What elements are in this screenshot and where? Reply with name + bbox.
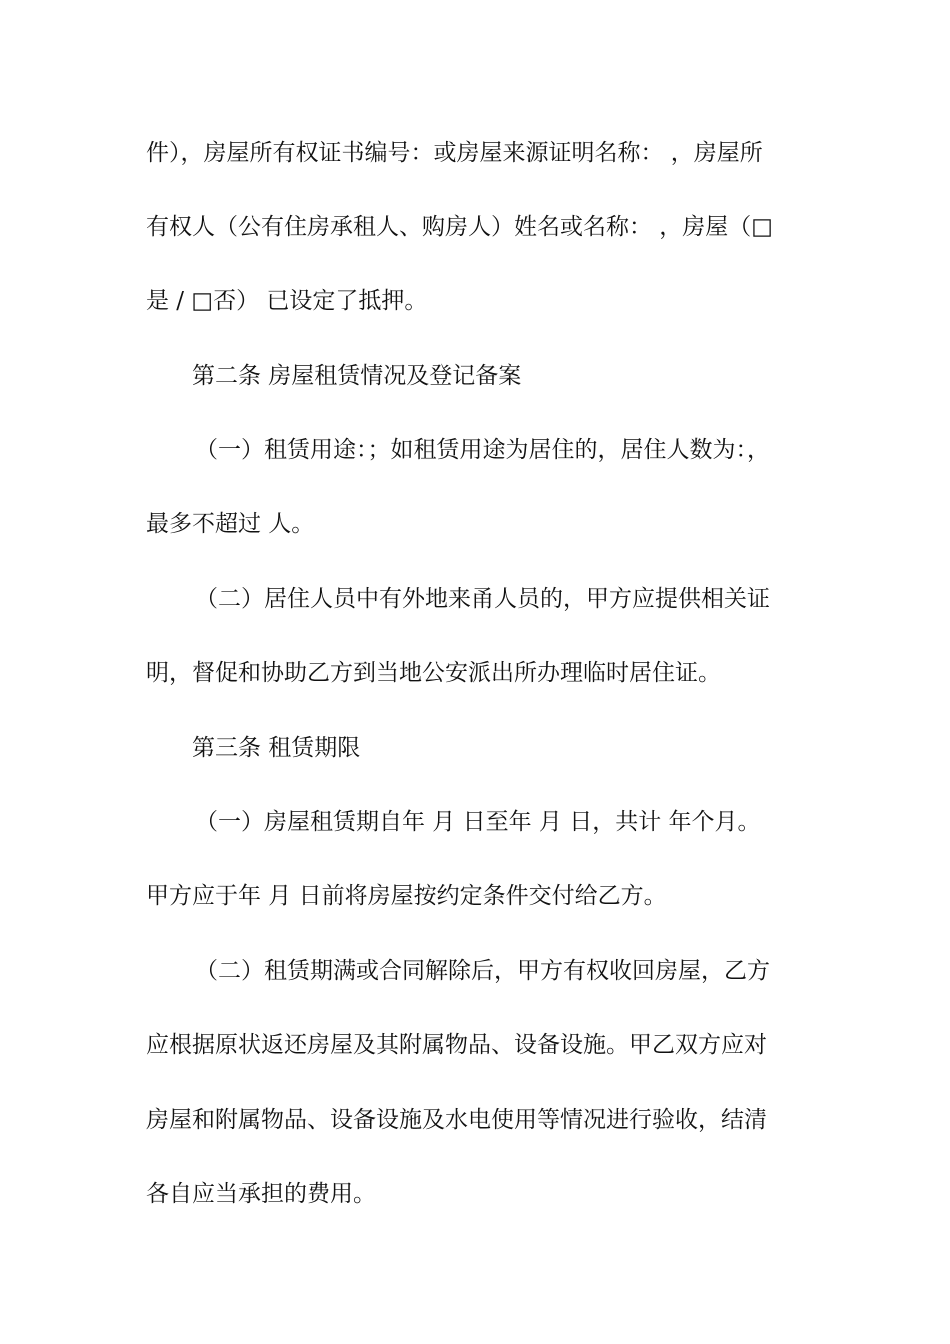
- text-line-7: （二）居住人员中有外地来甬人员的，甲方应提供相关证: [195, 586, 770, 612]
- text-line-11: 甲方应于年 月 日前将房屋按约定条件交付给乙方。: [146, 883, 667, 909]
- section-heading-2: 第二条 房屋租赁情况及登记备案: [192, 363, 522, 389]
- text-line-1: 件），房屋所有权证书编号：或房屋来源证明名称： ，房屋所: [146, 140, 763, 166]
- text-line-10: （一）房屋租赁期自年 月 日至年 月 日，共计 年个月。: [195, 809, 761, 835]
- text-line-8: 明，督促和协助乙方到当地公安派出所办理临时居住证。: [146, 660, 721, 686]
- text-line-12: （二）租赁期满或合同解除后，甲方有权收回房屋，乙方: [195, 958, 770, 984]
- section-heading-3: 第三条 租赁期限: [192, 735, 361, 761]
- text-line-5: （一）租赁用途：；如租赁用途为居住的，居住人数为：，: [195, 437, 770, 463]
- text-line-3: 是 / □否） 已设定了抵押。: [146, 288, 428, 314]
- text-line-6: 最多不超过 人。: [146, 511, 315, 537]
- text-line-13: 应根据原状返还房屋及其附属物品、设备设施。甲乙双方应对: [146, 1032, 767, 1058]
- text-line-2: 有权人（公有住房承租人、购房人）姓名或名称： ，房屋（□: [146, 214, 774, 240]
- text-line-14: 房屋和附属物品、设备设施及水电使用等情况进行验收，结清: [146, 1107, 767, 1133]
- text-line-15: 各自应当承担的费用。: [146, 1181, 376, 1207]
